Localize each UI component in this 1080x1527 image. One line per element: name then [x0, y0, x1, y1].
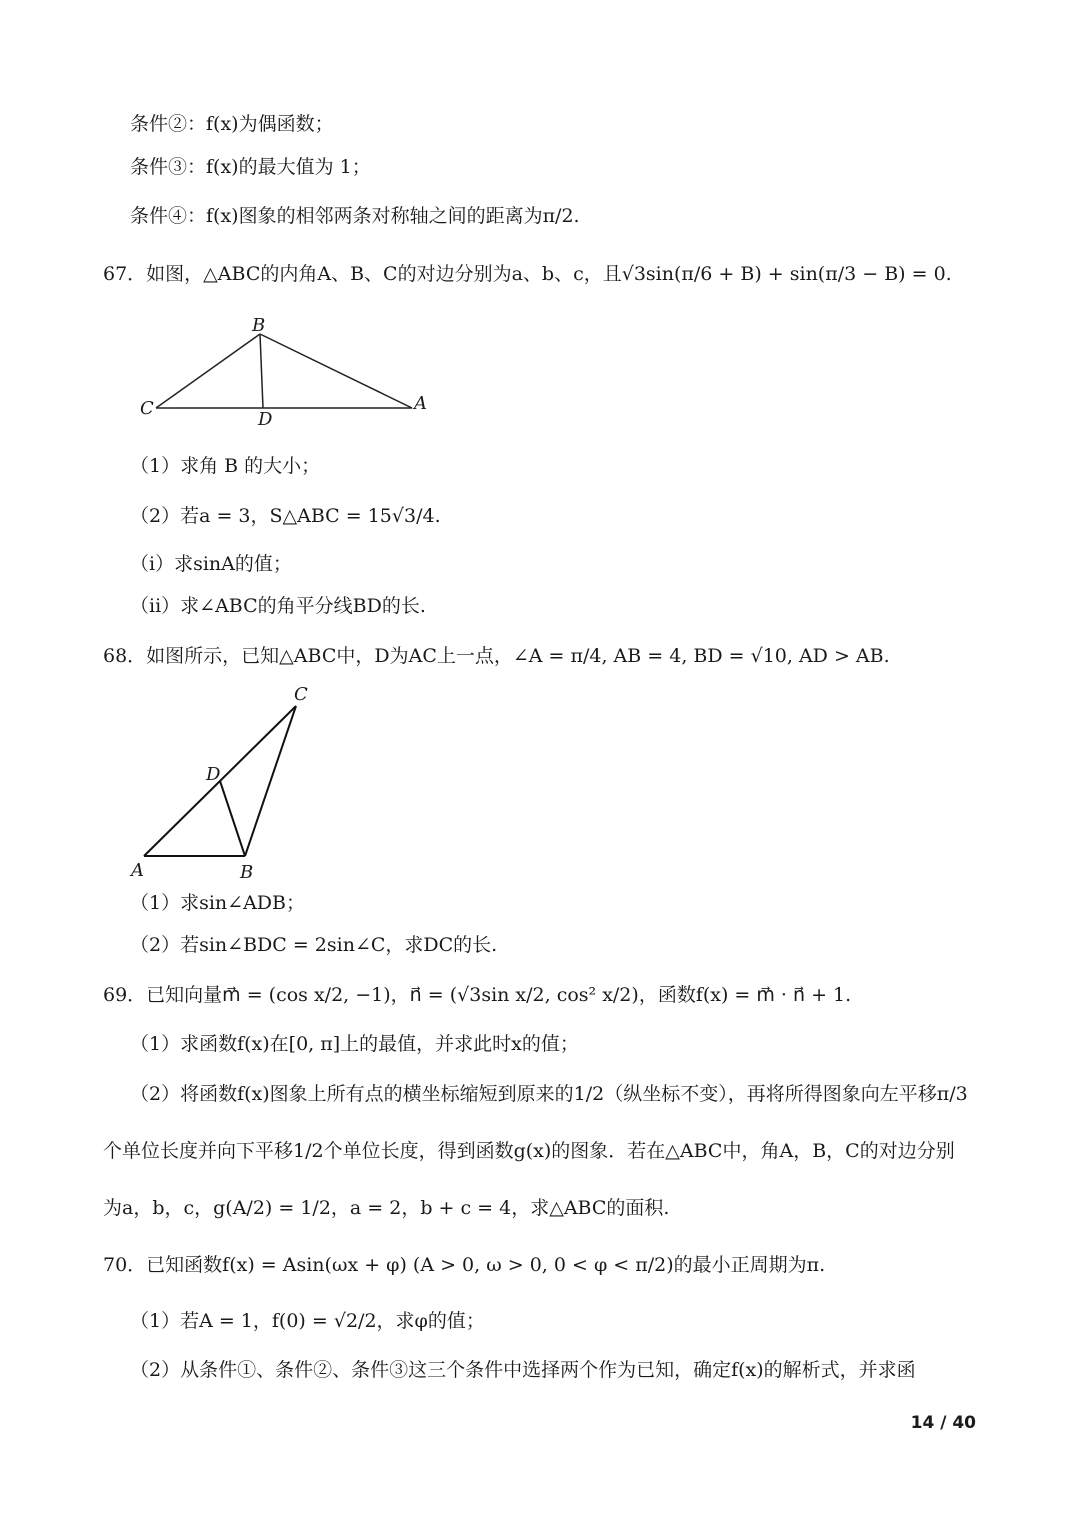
- question-67: 67．如图，△ABC的内角A、B、C的对边分别为a、b、c，且√3sin(π/6 + B) + sin(π/3 − B) = 0.: [103, 263, 952, 285]
- question-68: 68．如图所示，已知△ABC中，D为AC上一点，∠A = π/4, AB = 4, BD = √10, AD > AB.: [103, 645, 890, 667]
- question-67-part-2-ii: （ii）求∠ABC的角平分线BD的长.: [130, 595, 426, 617]
- label-B: B: [252, 315, 266, 336]
- page-number: 14 / 40: [910, 1413, 976, 1433]
- label-A: A: [131, 860, 144, 880]
- question-69-part-2-line-3: 为a，b，c，g(A/2) = 1/2，a = 2，b + c = 4，求△ABC的面积.: [103, 1197, 670, 1219]
- condition-4: 条件④：f(x)图象的相邻两条对称轴之间的距离为π/2.: [130, 205, 580, 227]
- question-67-part-1: （1）求角 B 的大小；: [130, 455, 321, 477]
- label-B: B: [240, 862, 254, 880]
- question-68-part-1: （1）求sin∠ADB；: [130, 892, 305, 914]
- question-69: 69．已知向量m⃗ = (cos x/2, −1)，n⃗ = (√3sin x/2, cos² x/2)，函数f(x) = m⃗ · n⃗ + 1.: [103, 984, 852, 1006]
- label-A: A: [414, 393, 427, 414]
- label-D: D: [258, 409, 273, 430]
- question-69-part-1: （1）求函数f(x)在[0, π]上的最值，并求此时x的值；: [130, 1033, 579, 1055]
- question-69-part-2-line-1: （2）将函数f(x)图象上所有点的横坐标缩短到原来的1/2（纵坐标不变），再将所得图象向左平移π/3: [130, 1083, 968, 1105]
- question-68-part-2: （2）若sin∠BDC = 2sin∠C，求DC的长.: [130, 934, 498, 956]
- figure-68-triangle: [128, 680, 318, 880]
- question-69-part-2-line-2: 个单位长度并向下平移1/2个单位长度，得到函数g(x)的图象．若在△ABC中，角A，B，C的对边分别: [103, 1140, 955, 1162]
- label-C: C: [140, 398, 154, 419]
- question-70-part-2: （2）从条件①、条件②、条件③这三个条件中选择两个作为已知，确定f(x)的解析式，并求函: [130, 1359, 916, 1381]
- condition-3: 条件③：f(x)的最大值为 1；: [130, 156, 371, 178]
- question-67-part-2-i: （i）求sinA的值；: [130, 553, 292, 575]
- question-67-part-2: （2）若a = 3，S△ABC = 15√3/4.: [130, 505, 441, 527]
- label-D: D: [206, 764, 221, 785]
- question-70: 70．已知函数f(x) = Asin(ωx + φ) (A > 0, ω > 0, 0 < φ < π/2)的最小正周期为π.: [103, 1254, 826, 1276]
- condition-2: 条件②：f(x)为偶函数；: [130, 113, 334, 135]
- question-70-part-1: （1）若A = 1，f(0) = √2/2，求φ的值；: [130, 1310, 485, 1332]
- figure-67-triangle: [130, 312, 440, 432]
- label-C: C: [294, 684, 308, 705]
